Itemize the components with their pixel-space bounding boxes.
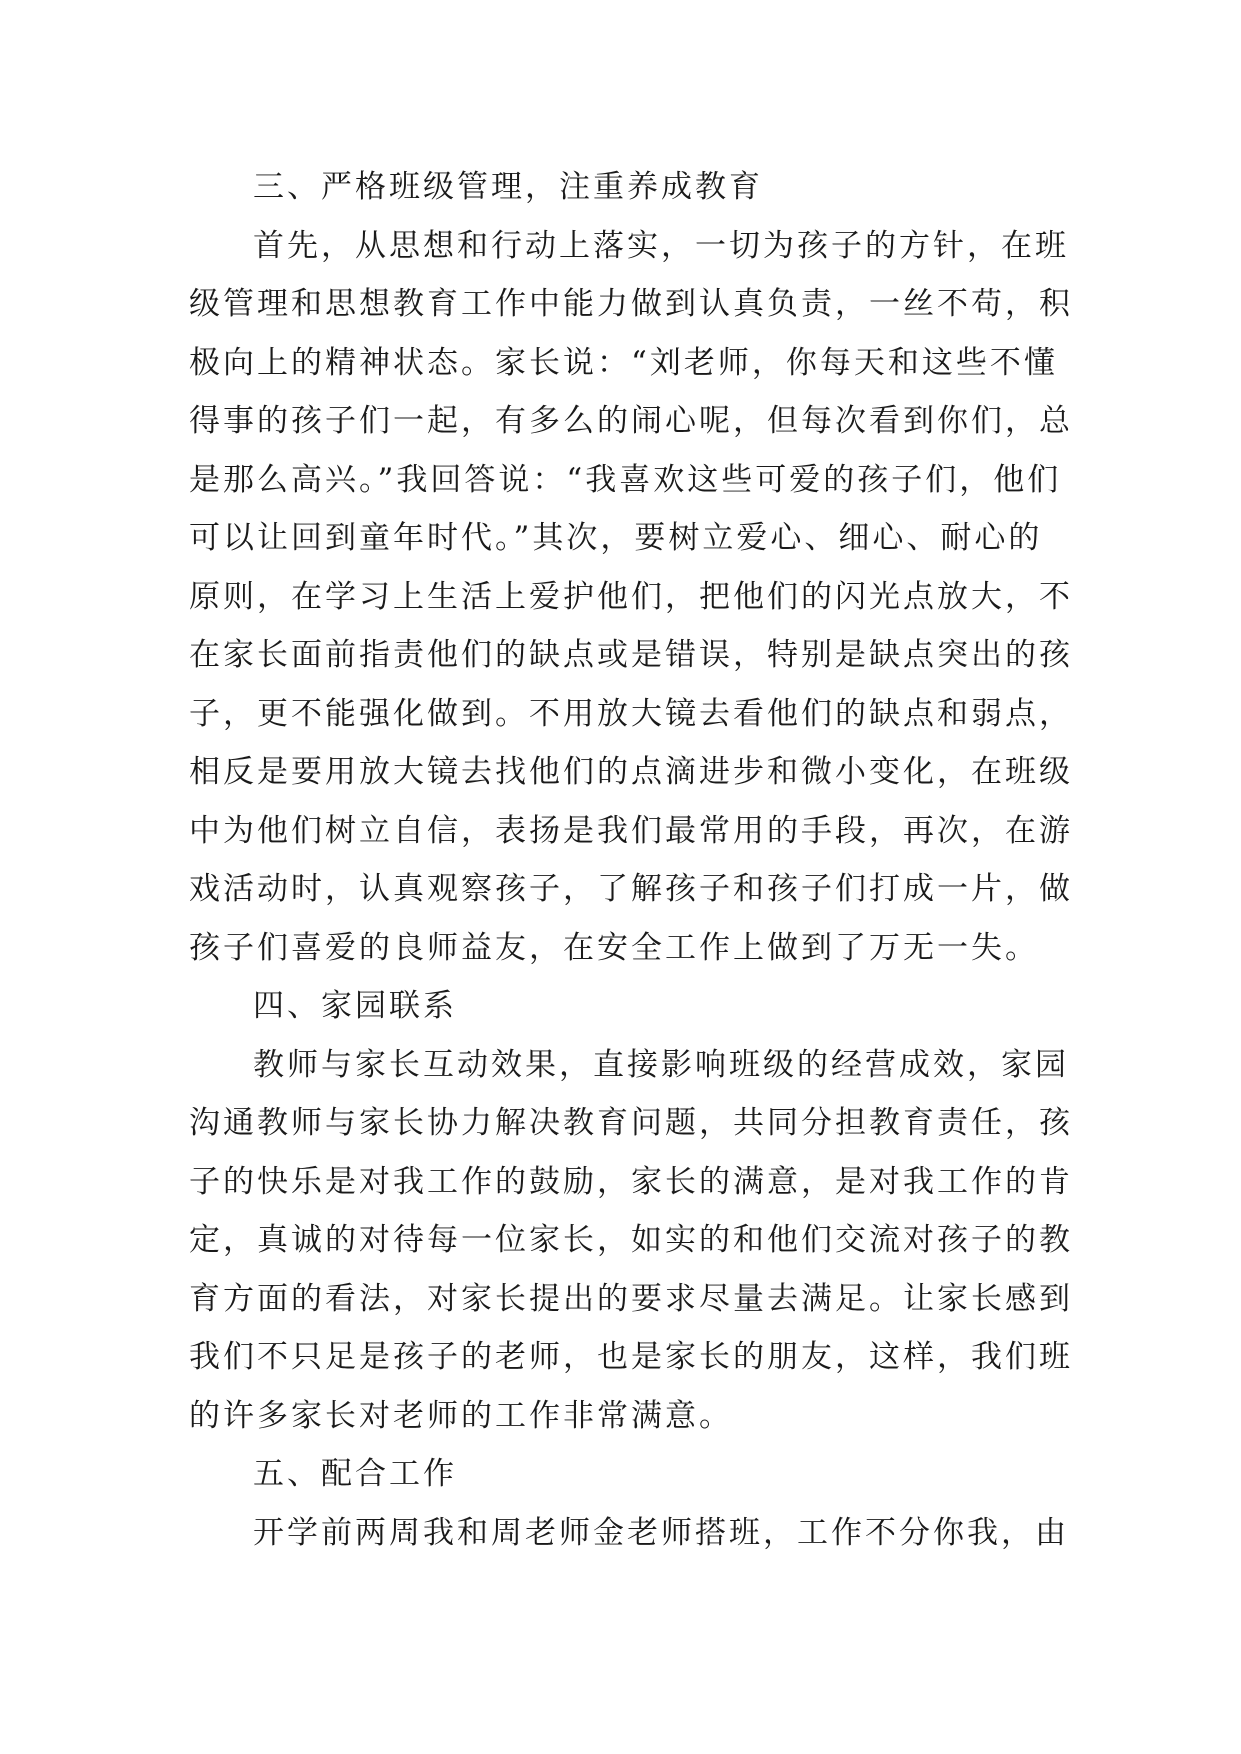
paragraph-line: 相反是要用放大镜去找他们的点滴进步和微小变化，在班级 [189, 754, 1073, 790]
paragraph-line: 可以让回到童年时代。”其次，要树立爱心、细心、耐心的 [189, 520, 1043, 556]
section-heading-4: 四、家园联系 [253, 988, 457, 1024]
paragraph-line: 子的快乐是对我工作的鼓励，家长的满意，是对我工作的肯 [189, 1163, 1073, 1200]
paragraph-line: 育方面的看法，对家长提出的要求尽量去满足。让家长感到 [189, 1280, 1073, 1317]
paragraph-line: 中为他们树立自信，表扬是我们最常用的手段，再次，在游 [189, 812, 1073, 849]
paragraph-line: 定，真诚的对待每一位家长，如实的和他们交流对孩子的教 [189, 1222, 1073, 1258]
paragraph-line: 戏活动时，认真观察孩子，了解孩子和孩子们打成一片，做 [189, 871, 1073, 907]
paragraph-line: 级管理和思想教育工作中能力做到认真负责，一丝不苟，积 [189, 286, 1073, 322]
paragraph-line: 是那么高兴。”我回答说：“我喜欢这些可爱的孩子们，他们 [189, 461, 1062, 498]
paragraph-line: 开学前两周我和周老师金老师搭班，工作不分你我，由 [253, 1514, 1069, 1551]
section-heading-5: 五、配合工作 [253, 1456, 457, 1492]
paragraph-line: 在家长面前指责他们的缺点或是错误，特别是缺点突出的孩 [189, 637, 1073, 673]
section-heading-3: 三、严格班级管理，注重养成教育 [253, 169, 763, 205]
paragraph-line: 的许多家长对老师的工作非常满意。 [189, 1397, 733, 1434]
paragraph-line: 首先，从思想和行动上落实，一切为孩子的方针，在班 [253, 227, 1069, 264]
paragraph-line: 沟通教师与家长协力解决教育问题，共同分担教育责任，孩 [189, 1105, 1073, 1141]
paragraph-line: 子，更不能强化做到。不用放大镜去看他们的缺点和弱点， [189, 695, 1073, 732]
document-body [189, 158, 1073, 1562]
paragraph-line: 我们不只足是孩子的老师，也是家长的朋友，这样，我们班 [189, 1339, 1073, 1375]
paragraph-line: 极向上的精神状态。家长说：“刘老师，你每天和这些不懂 [189, 344, 1058, 381]
paragraph-line: 教师与家长互动效果，直接影响班级的经营成效，家园 [253, 1046, 1069, 1083]
paragraph-line: 原则，在学习上生活上爱护他们，把他们的闪光点放大，不 [189, 578, 1073, 615]
paragraph-line: 得事的孩子们一起，有多么的闹心呢，但每次看到你们，总 [189, 403, 1073, 439]
paragraph-line: 孩子们喜爱的良师益友，在安全工作上做到了万无一失。 [189, 929, 1039, 966]
